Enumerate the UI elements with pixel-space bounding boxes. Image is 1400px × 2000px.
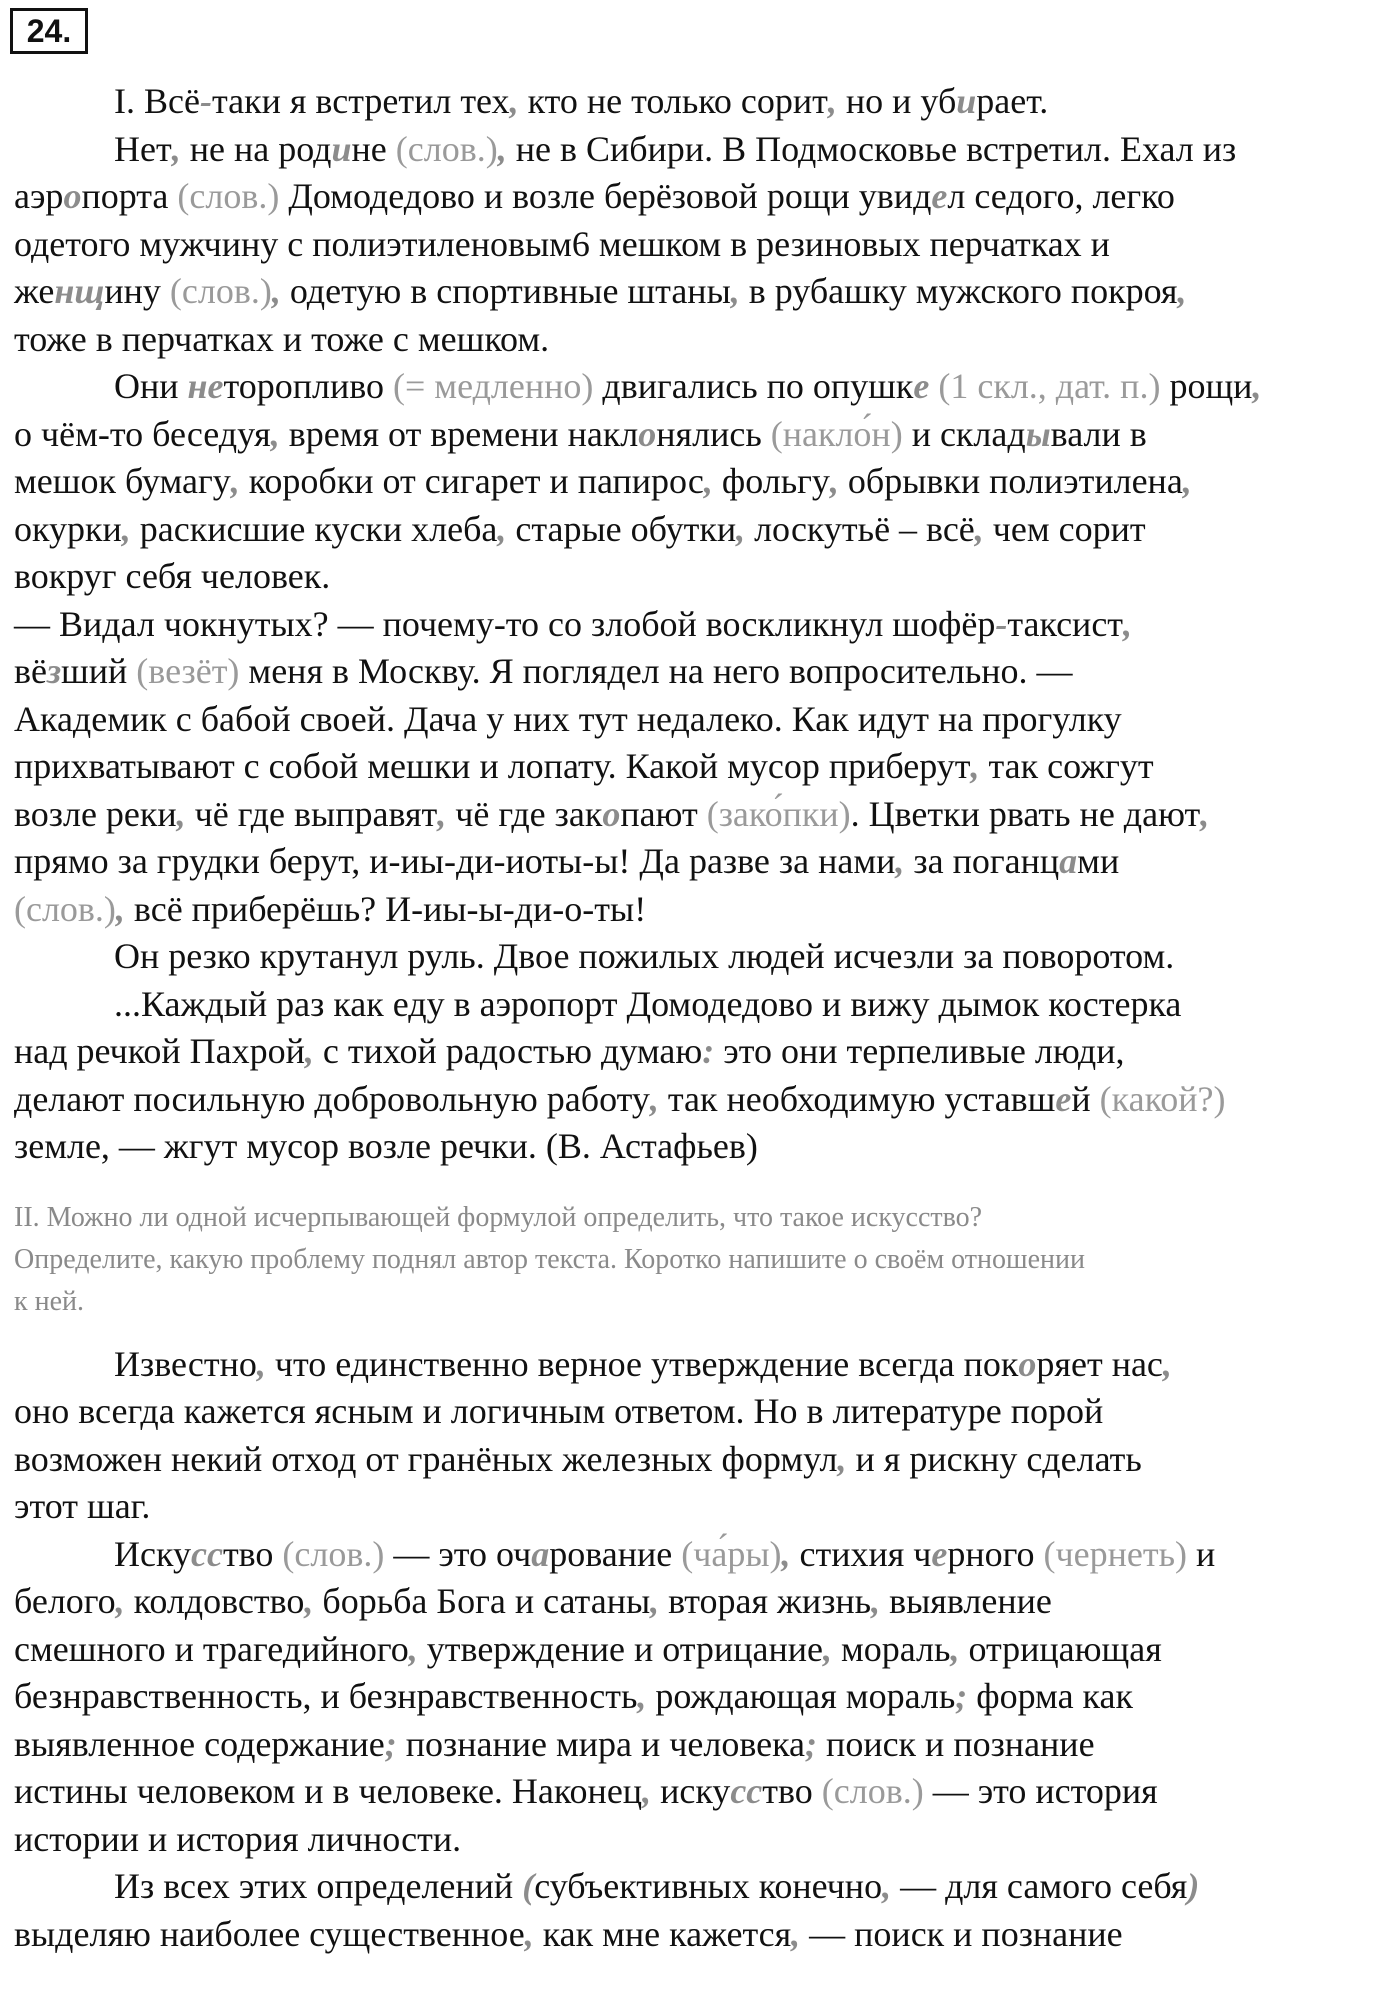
text-line: [14, 1768, 1394, 1816]
highlight-mark: ,: [703, 461, 713, 501]
highlight-mark: ;: [955, 1676, 968, 1716]
text-run: Он резко крутанул руль. Двое пожилых людей исчезли за поворотом.: [114, 936, 1175, 976]
text-run: рождающая мораль: [646, 1676, 956, 1716]
text-run: — поиск и познание: [800, 1913, 1123, 1954]
highlight-mark: сс: [190, 1533, 223, 1574]
highlight-mark: ,: [524, 1913, 534, 1954]
text-line: [14, 838, 1394, 886]
highlight-mark: ,: [271, 271, 281, 311]
highlight-mark: ,: [304, 1031, 314, 1071]
text-run: как мне кажется: [533, 1913, 792, 1954]
highlight-mark: ,: [736, 508, 746, 549]
highlight-mark: ,: [230, 461, 240, 501]
text-line: [14, 553, 1394, 601]
highlight-mark: е: [1055, 1078, 1072, 1119]
highlight-mark: ,: [1162, 1343, 1172, 1384]
document-text: [14, 78, 1394, 1958]
text-run: рование: [549, 1533, 682, 1574]
text-run: таки я встретил тех: [211, 81, 510, 121]
text-run: Нет: [114, 128, 172, 169]
text-run: над речкой Пахрой: [14, 1031, 305, 1071]
exercise-number: 24.: [10, 8, 88, 54]
gray-note: (накло́н): [770, 413, 903, 454]
text-run: отрицающая: [959, 1628, 1162, 1669]
text-run: Известно: [114, 1343, 257, 1384]
text-run: выявление: [880, 1581, 1052, 1621]
gray-note: (= медленно): [393, 366, 594, 406]
gray-note: (слов.): [821, 1771, 924, 1811]
text-run: двигались по опушк: [593, 366, 914, 406]
text-run: но и уб: [836, 81, 957, 121]
text-run: пают: [620, 793, 707, 834]
gray-note: (чернеть): [1043, 1533, 1187, 1574]
text-run: выделяю наиболее существенное: [14, 1913, 525, 1954]
text-line: [14, 173, 1394, 221]
text-run: чё где зак: [446, 793, 603, 834]
highlight-mark: ,: [1200, 793, 1210, 834]
highlight-mark: ,: [509, 81, 519, 121]
text-run: одетую в спортивные штаны: [280, 271, 731, 311]
text-run: и: [1187, 1533, 1216, 1574]
text-run: Иску: [114, 1533, 191, 1574]
highlight-mark: ,: [950, 1628, 960, 1669]
text-run: чё где выправят: [185, 793, 438, 834]
text-line: [14, 221, 1394, 269]
text-run: фольгу: [712, 461, 830, 501]
text-run: вали в: [1050, 413, 1147, 454]
highlight-mark: ,: [882, 1866, 892, 1906]
text-run: ину: [104, 271, 170, 311]
text-run: старые обутки: [506, 508, 737, 549]
text-line: [14, 268, 1394, 316]
text-run: Домодедово и возле берёзовой рощи увид: [279, 176, 932, 216]
text-run: — для самого себя: [891, 1866, 1188, 1906]
highlight-mark: ы: [1025, 413, 1051, 454]
text-run: оно всегда кажется ясным и логичным ответом. Но в литературе порой: [14, 1391, 1104, 1431]
highlight-mark: ,: [115, 1581, 125, 1621]
highlight-mark: ,: [637, 1676, 647, 1716]
text-run: и склад: [902, 413, 1026, 454]
part-two-text: [14, 1341, 1394, 1959]
highlight-mark: ,: [497, 128, 507, 169]
text-run: тво: [762, 1771, 822, 1811]
text-run: рного: [947, 1533, 1044, 1574]
text-line: [14, 648, 1394, 696]
text-run: Из всех этих определений: [114, 1866, 523, 1906]
text-run: всё приберёшь? И-иы-ы-ди-о-ты!: [124, 888, 647, 929]
gray-note: (слов.): [177, 176, 280, 216]
text-run: чем сорит: [983, 508, 1146, 549]
text-run: одетого мужчину с полиэтиленовым6 мешком в резиновых перчатках и: [14, 223, 1110, 264]
text-run: . Цветки рвать не дают: [850, 793, 1201, 834]
highlight-mark: ,: [270, 413, 280, 454]
text-line: [14, 1028, 1394, 1076]
highlight-mark: е: [931, 1533, 948, 1574]
text-run: ми: [1077, 841, 1120, 881]
highlight-mark: ,: [822, 1628, 832, 1669]
text-run: Академик с бабой своей. Дача у них тут недалеко. Как идут на прогулку: [14, 698, 1122, 739]
highlight-mark: ,: [115, 888, 125, 929]
highlight-mark: ,: [1123, 603, 1133, 644]
highlight-mark: ,: [895, 841, 905, 881]
highlight-mark: ,: [497, 508, 507, 549]
text-run: вторая жизнь: [659, 1581, 872, 1621]
highlight-mark: ,: [1182, 461, 1192, 501]
gray-note: (слов.): [282, 1533, 385, 1574]
text-line: [14, 363, 1394, 411]
text-run: рощи: [1160, 366, 1253, 406]
text-line: [14, 743, 1394, 791]
highlight-mark: ,: [649, 1078, 659, 1119]
highlight-mark: а: [531, 1533, 550, 1574]
text-run: — это оч: [384, 1533, 532, 1574]
text-run: окурки: [14, 508, 122, 549]
text-line: [14, 78, 1394, 126]
text-run: прямо за грудки берут, и-иы-ди-иоты-ы! Да разве за нами: [14, 841, 896, 881]
text-run: о чём-то беседуя: [14, 413, 271, 454]
text-run: этот шаг.: [14, 1486, 151, 1526]
gray-note: (слов.): [14, 888, 116, 929]
text-run: за поганц: [904, 841, 1060, 881]
highlight-mark: не: [187, 366, 224, 406]
text-run: выявленное содержание: [14, 1723, 385, 1764]
text-run: Они: [114, 366, 188, 406]
highlight-mark: о: [602, 793, 621, 834]
text-line: [14, 1626, 1394, 1674]
highlight-mark: о: [1018, 1343, 1037, 1384]
highlight-mark: -: [199, 81, 212, 121]
text-line: [14, 1531, 1394, 1579]
highlight-mark: ,: [408, 1628, 418, 1669]
highlight-mark: :: [702, 1031, 715, 1071]
text-run: I. Всё: [114, 81, 200, 121]
highlight-mark: е: [913, 366, 930, 406]
text-run: — это история: [923, 1771, 1158, 1811]
text-line: [14, 1123, 1394, 1171]
task-line: к ней.: [14, 1285, 84, 1317]
gray-note: (1 скл., дат. п.): [938, 366, 1161, 406]
text-run: познание мира и человека: [396, 1723, 806, 1764]
text-run: коробки от сигарет и папирос: [239, 461, 704, 501]
part-one-text: [14, 78, 1394, 1171]
text-run: не: [351, 128, 396, 169]
text-run: не на род: [180, 128, 332, 169]
highlight-mark: ,: [871, 1581, 881, 1621]
text-run: борьба Бога и сатаны: [313, 1581, 651, 1621]
text-run: тоже в перчатках и тоже с мешком.: [14, 318, 550, 359]
text-run: — Видал чокнутых? — почему-то со злобой воскликнул шофёр: [14, 603, 996, 644]
text-run: так необходимую уставш: [658, 1078, 1056, 1119]
text-line: [14, 1436, 1394, 1484]
text-line: [14, 506, 1394, 554]
text-run: истины человеком и в человеке. Наконец: [14, 1771, 643, 1811]
highlight-mark: (: [522, 1866, 535, 1906]
text-run: ...Каждый раз как еду в аэропорт Домодедово и вижу дымок костерка: [114, 983, 1182, 1024]
highlight-mark: ,: [781, 1533, 791, 1574]
highlight-mark: ,: [970, 746, 980, 786]
text-run: и я рискну сделать: [846, 1438, 1142, 1479]
highlight-mark: а: [1059, 841, 1078, 881]
gray-note: (какой?): [1099, 1078, 1226, 1119]
text-run: меня в Москву. Я поглядел на него вопросительно. —: [239, 651, 1073, 691]
text-line: [14, 1721, 1394, 1769]
text-run: что единственно верное утверждение всегда пок: [265, 1343, 1019, 1384]
text-run: тво: [222, 1533, 283, 1574]
gray-note: (везёт): [136, 651, 240, 691]
highlight-mark: ,: [974, 508, 984, 549]
text-run: прихватывают с собой мешки и лопату. Какой мусор приберут: [14, 746, 971, 786]
text-line: [14, 1673, 1394, 1721]
text-run: земле, — жгут мусор возле речки. (В. Астафьев): [14, 1126, 758, 1166]
highlight-mark: ,: [121, 508, 131, 549]
text-line: [14, 316, 1394, 364]
text-run: не в Сибири. В Подмосковье встретил. Ехал из: [506, 128, 1237, 169]
text-run: истории и история личности.: [14, 1818, 462, 1859]
highlight-mark: и: [331, 128, 352, 169]
text-run: белого: [14, 1581, 116, 1621]
text-line: [14, 886, 1394, 934]
text-line: [14, 411, 1394, 459]
text-run: вокруг себя человек.: [14, 556, 331, 596]
gray-note: (ча́ры): [681, 1533, 782, 1574]
highlight-mark: и: [956, 81, 977, 121]
highlight-mark: ,: [650, 1581, 660, 1621]
text-line: [14, 1863, 1394, 1911]
text-run: стихия ч: [790, 1533, 932, 1574]
text-run: торопливо: [223, 366, 394, 406]
text-run: поиск и познание: [817, 1723, 1095, 1764]
gray-note: (слов.): [169, 271, 272, 311]
text-run: это они терпеливые люди,: [714, 1031, 1125, 1071]
text-line: [14, 1341, 1394, 1389]
text-run: возле реки: [14, 793, 177, 834]
highlight-mark: ,: [829, 461, 839, 501]
text-run: форма как: [967, 1676, 1133, 1716]
text-run: мораль: [831, 1628, 951, 1669]
highlight-mark: ;: [805, 1723, 818, 1764]
text-run: й: [1071, 1078, 1100, 1119]
text-line: [14, 1483, 1394, 1531]
text-line: [14, 126, 1394, 174]
text-run: таксист: [1007, 603, 1124, 644]
highlight-mark: -: [995, 603, 1008, 644]
gray-note: (слов.): [395, 128, 498, 169]
text-line: [14, 458, 1394, 506]
text-run: аэр: [14, 176, 64, 216]
text-run: делают посильную добровольную работу: [14, 1078, 650, 1119]
text-run: вё: [14, 651, 47, 691]
text-line: [14, 791, 1394, 839]
highlight-mark: сс: [730, 1771, 763, 1811]
task-line: II. Можно ли одной исчерпывающей формулой определить, что такое искусство?: [14, 1201, 983, 1233]
text-run: же: [14, 271, 55, 311]
gray-note: (зако́пки): [706, 793, 851, 834]
text-line: [14, 981, 1394, 1029]
task-line: Определите, какую проблему поднял автор текста. Коротко напишите о своём отношении: [14, 1243, 1085, 1275]
text-run: обрывки полиэтилена: [838, 461, 1183, 501]
text-run: порта: [81, 176, 178, 216]
text-run: субъективных конечно: [534, 1866, 883, 1906]
highlight-mark: ,: [176, 793, 186, 834]
highlight-mark: ,: [437, 793, 447, 834]
text-run: иску: [651, 1771, 731, 1811]
text-run: рает.: [976, 81, 1049, 121]
highlight-mark: ,: [1177, 271, 1187, 311]
text-run: кто не только сорит: [518, 81, 828, 121]
text-run: лоскутьё – всё: [745, 508, 975, 549]
highlight-mark: ;: [384, 1723, 397, 1764]
text-line: [14, 1911, 1394, 1959]
text-run: время от времени накл: [279, 413, 639, 454]
highlight-mark: ,: [1252, 366, 1262, 406]
task-block: [14, 1197, 1394, 1323]
text-line: [14, 933, 1394, 981]
text-run: утверждение и отрицание: [417, 1628, 823, 1669]
highlight-mark: ,: [837, 1438, 847, 1479]
highlight-mark: ,: [256, 1343, 266, 1384]
text-run: безнравственность, и безнравственность: [14, 1676, 638, 1716]
text-run: колдовство: [124, 1581, 305, 1621]
text-line: [14, 1076, 1394, 1124]
text-line: [14, 1578, 1394, 1626]
highlight-mark: з: [46, 651, 62, 691]
highlight-mark: ,: [642, 1771, 652, 1811]
highlight-mark: нщ: [54, 271, 105, 311]
text-run: нялись: [656, 413, 771, 454]
text-run: с тихой радостью думаю: [313, 1031, 703, 1071]
highlight-mark: о: [638, 413, 657, 454]
highlight-mark: ): [1187, 1866, 1200, 1906]
text-line: [14, 1816, 1394, 1864]
highlight-mark: ,: [827, 81, 837, 121]
text-line: [14, 1388, 1394, 1436]
text-run: так сожгут: [979, 746, 1154, 786]
text-run: в рубашку мужского покроя: [739, 271, 1178, 311]
text-run: л седого, легко: [947, 176, 1175, 216]
text-run: ший: [61, 651, 137, 691]
highlight-mark: ,: [791, 1913, 801, 1954]
highlight-mark: е: [931, 176, 948, 216]
highlight-mark: ,: [171, 128, 181, 169]
text-run: смешного и трагедийного: [14, 1628, 409, 1669]
text-line: [14, 696, 1394, 744]
highlight-mark: о: [63, 176, 82, 216]
text-run: ряет нас: [1036, 1343, 1163, 1384]
text-run: мешок бумагу: [14, 461, 231, 501]
text-line: [14, 601, 1394, 649]
text-run: раскисшие куски хлеба: [130, 508, 498, 549]
highlight-mark: ,: [304, 1581, 314, 1621]
text-run: возможен некий отход от гранёных железных формул: [14, 1438, 838, 1479]
highlight-mark: ,: [730, 271, 740, 311]
